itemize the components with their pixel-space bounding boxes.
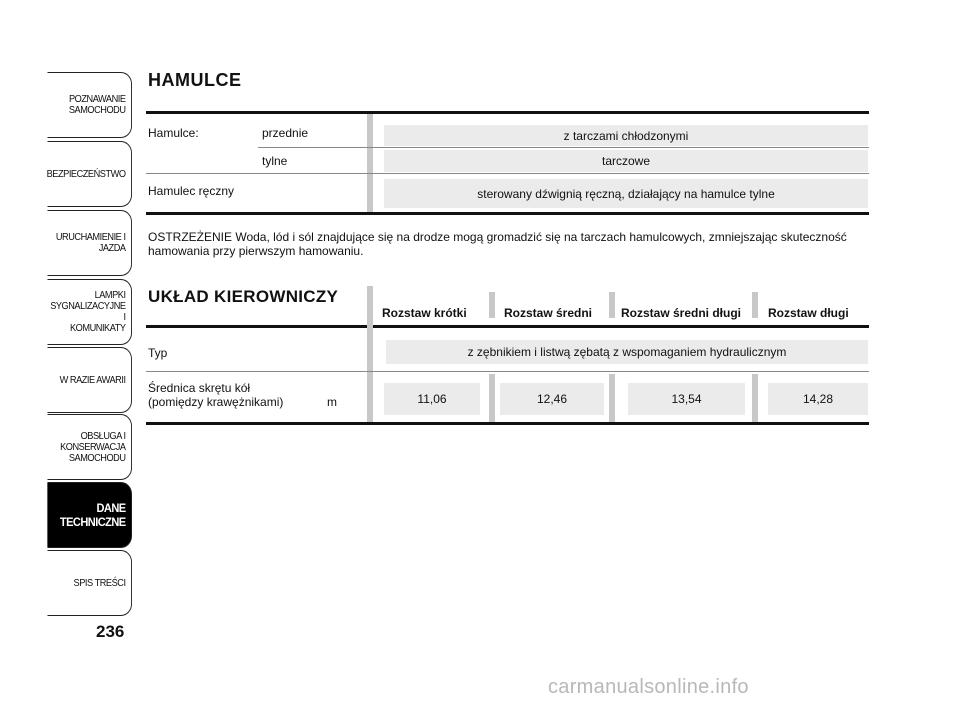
- turning-diameter-sublabel: (pomiędzy krawężnikami): [148, 395, 284, 409]
- tab-spis-tresci[interactable]: [47, 550, 132, 616]
- divider: [146, 173, 869, 174]
- column-header-medium: Rozstaw średni: [504, 306, 593, 320]
- front-brakes-value: z tarczami chłodzonymi: [384, 125, 868, 146]
- column-separator: [752, 292, 758, 318]
- column-header-long: Rozstaw długi: [768, 306, 849, 320]
- column-separator: [489, 292, 495, 318]
- column-header-short: Rozstaw krótki: [382, 306, 467, 320]
- tab-uruchamienie-i-jazda[interactable]: [47, 210, 132, 276]
- column-separator: [609, 374, 615, 423]
- tab-w-razie-awarii[interactable]: [47, 347, 132, 413]
- turning-diameter-medium: 12,46: [500, 383, 604, 415]
- tab-label: POZNAWANIE SAMOCHODU: [68, 94, 126, 116]
- rear-brakes-label: tylne: [262, 154, 288, 168]
- divider: [146, 325, 869, 328]
- divider: [146, 422, 869, 425]
- tab-obsluga-i-konserwacja[interactable]: [47, 414, 132, 480]
- column-separator: [752, 374, 758, 423]
- steering-type-label: Typ: [148, 346, 168, 360]
- brakes-title: HAMULCE: [148, 70, 242, 90]
- column-separator: [367, 114, 373, 213]
- tab-label: LAMPKI SYGNALIZACYJNE I KOMUNIKATY: [50, 290, 126, 334]
- column-header-medium-long: Rozstaw średni długi: [621, 306, 742, 320]
- column-separator: [609, 292, 615, 318]
- tab-label: URUCHAMIENIE I JAZDA: [55, 232, 126, 254]
- turning-diameter-label: Średnica skrętu kół: [148, 381, 251, 395]
- tab-label: BEZPIECZEŃSTWO: [46, 168, 126, 180]
- tab-label: DANE TECHNICZNE: [59, 501, 126, 529]
- steering-type-value: z zębnikiem i listwą zębatą z wspomaganiem hydraulicznym: [386, 340, 868, 364]
- front-brakes-label: przednie: [262, 126, 309, 140]
- tab-label: SPIS TREŚCI: [73, 577, 126, 589]
- steering-title: UKŁAD KIEROWNICZY: [148, 287, 339, 306]
- watermark: carmanualsonline.info: [548, 676, 749, 698]
- divider: [146, 111, 869, 114]
- page-number: 236: [96, 622, 125, 641]
- turning-diameter-short: 11,06: [384, 383, 480, 415]
- divider: [146, 212, 869, 215]
- turning-diameter-medium-long: 13,54: [628, 383, 745, 415]
- tab-lampki-sygnalizacyjne[interactable]: [47, 279, 132, 345]
- divider: [146, 371, 869, 372]
- tab-poznawanie-samochodu[interactable]: [47, 72, 132, 138]
- divider: [258, 147, 869, 148]
- column-separator: [489, 374, 495, 423]
- rear-brakes-value: tarczowe: [384, 150, 868, 172]
- handbrake-label: Hamulec ręczny: [148, 184, 235, 198]
- tab-label: W RAZIE AWARII: [59, 374, 126, 386]
- column-separator: [367, 286, 373, 423]
- brakes-row-label: Hamulce:: [148, 126, 199, 140]
- tab-dane-techniczne[interactable]: [47, 482, 132, 548]
- handbrake-value: sterowany dźwignią ręczną, działający na hamulce tylne: [384, 179, 868, 208]
- tab-bezpieczenstwo[interactable]: [47, 141, 132, 207]
- turning-diameter-long: 14,28: [768, 383, 868, 415]
- turning-diameter-unit: m: [327, 395, 337, 409]
- brakes-warning: OSTRZEŻENIE Woda, lód i sól znajdujące się na drodze mogą gromadzić się na tarczach hamulcowych, zmniejszając skuteczność hamowania przy pierwszym hamowaniu.: [148, 230, 847, 258]
- tab-label: OBSŁUGA I KONSERWACJA SAMOCHODU: [60, 430, 126, 464]
